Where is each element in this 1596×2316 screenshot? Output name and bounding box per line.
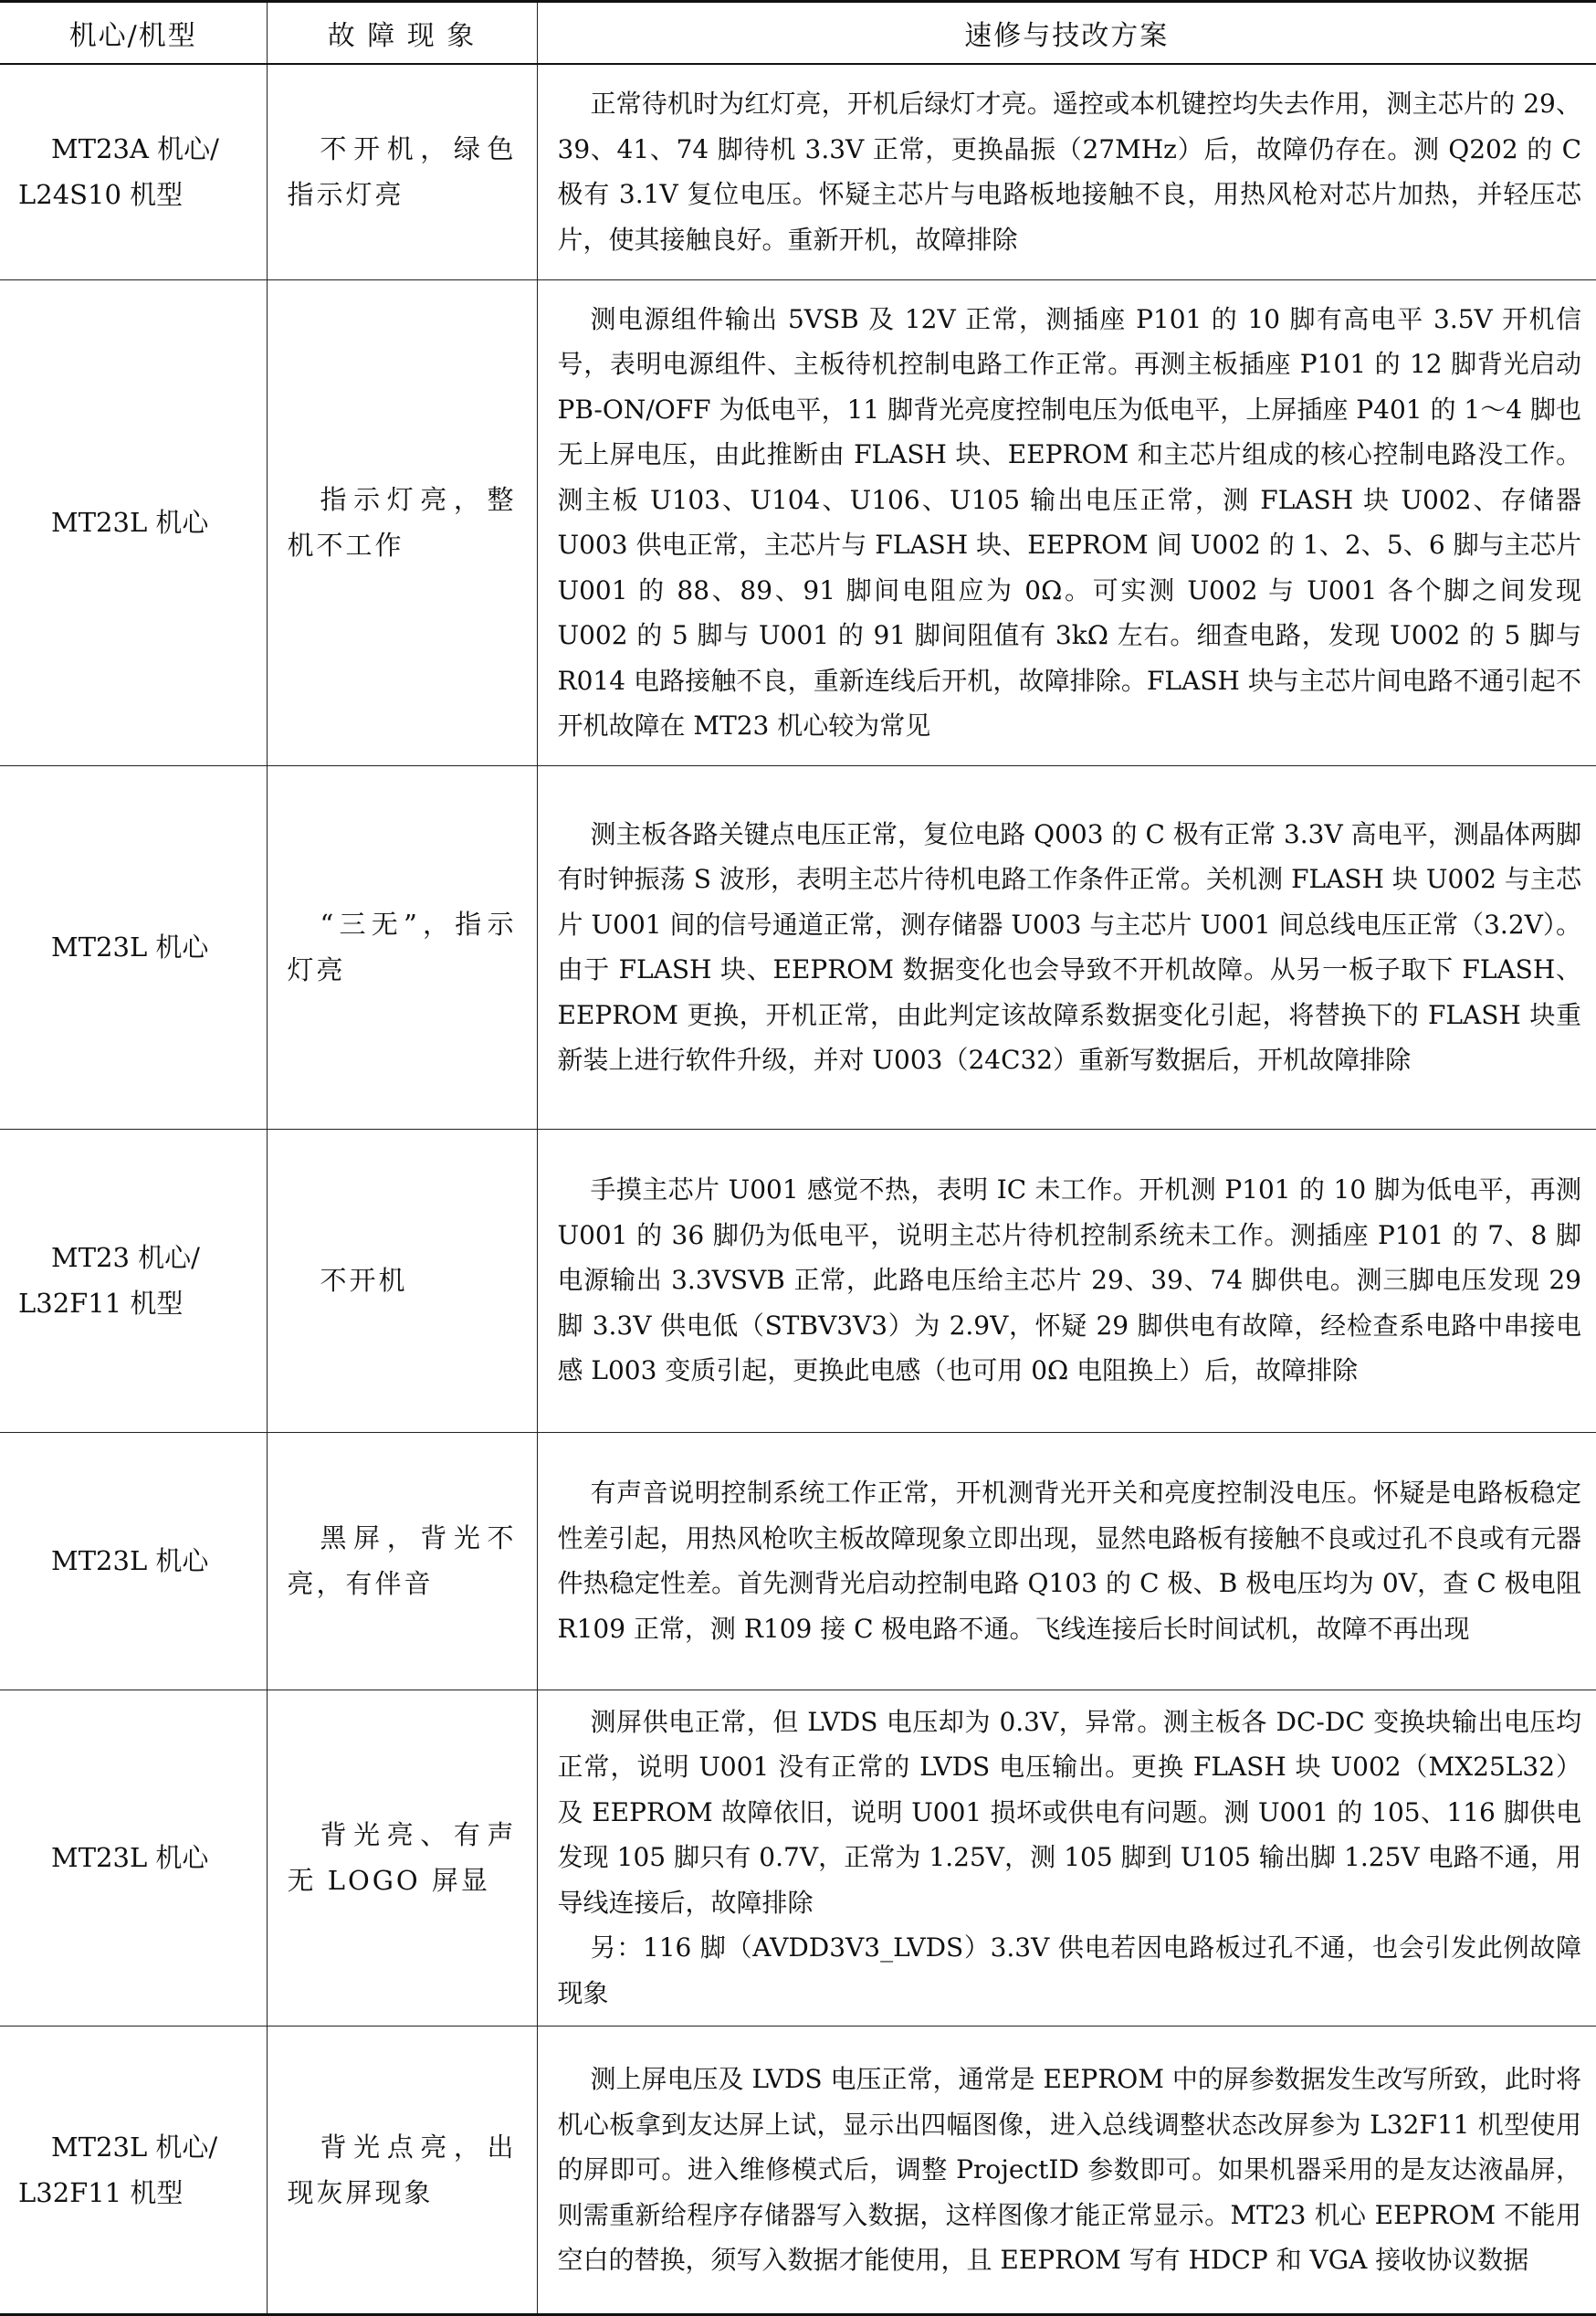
- fix-text: 有声音说明控制系统工作正常，开机测背光开关和亮度控制没电压。怀疑是电路板稳定性差引起，用热风枪吹主板故障现象立即出现，显然电路板有接触不良或过孔不良或有元器件热稳定性差。首先测背光启动控制电路 Q103 的 C 极、B 极电压均为 0V，查 C 极电阻 R109 正常，测 R109 接 C 极电路不通。飞线连接后长时间试机，故障不再出现: [557, 1478, 1581, 1644]
- table-row: [0, 279, 1596, 765]
- table-header: [0, 2, 1596, 65]
- fault-cell: [267, 279, 537, 765]
- fix-text: 正常待机时为红灯亮，开机后绿灯才亮。遥控或本机键控均失去作用，测主芯片的 29、39、41、74 脚待机 3.3V 正常，更换晶振（27MHz）后，故障仍存在。测 Q202 的 C 极有 3.1V 复位电压。怀疑主芯片与电路板地接触不良，用热风枪对芯片加热，并轻压芯片，使其接触良好。重新开机，故障排除: [557, 89, 1581, 255]
- fix-text: 手摸主芯片 U001 感觉不热，表明 IC 未工作。开机测 P101 的 10 脚为低电平，再测 U001 的 36 脚仍为低电平，说明主芯片待机控制系统未工作。测插座 P101 的 7、8 脚电源输出 3.3VSVB 正常，此路电压给主芯片 29、39、74 脚供电。测三脚电压发现 29 脚 3.3V 供电低（STBV3V3）为 2.9V，怀疑 29 脚供电有故障，经检查系电路中串接电感 L003 变质引起，更换此电感（也可用 0Ω 电阻换上）后，故障排除: [557, 1174, 1581, 1386]
- model-line: L24S10 机型: [18, 179, 184, 211]
- model-line: L32F11 机型: [18, 2176, 184, 2208]
- fault-text: 黑屏，背光不亮，有伴音: [287, 1522, 517, 1599]
- fault-text: 背光点亮，出现灰屏现象: [287, 2131, 517, 2208]
- fault-cell: [267, 1690, 537, 2026]
- model-cell: [0, 1432, 267, 1690]
- header-fault: 故 障 现 象: [267, 2, 537, 65]
- fix-text: 测上屏电压及 LVDS 电压正常，通常是 EEPROM 中的屏参数据发生改写所致，此时将机心板拿到友达屏上试，显示出四幅图像，进入总线调整状态改屏参为 L32F11 机型使用的屏即可。进入维修模式后，调整 ProjectID 参数即可。如果机器采用的是友达液晶屏，则需重新给程序存储器写入数据，这样图像才能正常显示。MT23 机心 EEPROM 不能用空白的替换，须写入数据才能使用，且 EEPROM 写有 HDCP 和 VGA 接收协议数据: [557, 2064, 1581, 2275]
- model-line: MT23L 机心/: [51, 2131, 218, 2163]
- model-line: MT23 机心/: [51, 1242, 200, 1273]
- fix-cell: [537, 1690, 1596, 2026]
- fault-text: “三无”，指示灯亮: [287, 909, 517, 985]
- model-cell: [0, 1129, 267, 1432]
- header-model: 机心/机型: [0, 2, 267, 65]
- fault-text: 不开机: [320, 1265, 408, 1296]
- model-line: MT23L 机心: [51, 507, 209, 538]
- fix-cell: [537, 279, 1596, 765]
- table-row: [0, 1129, 1596, 1432]
- fix-cell: [537, 64, 1596, 279]
- header-fix: 速修与技改方案: [537, 2, 1596, 65]
- fix-cell: [537, 1432, 1596, 1690]
- fix-text: 测电源组件输出 5VSB 及 12V 正常，测插座 P101 的 10 脚有高电平 3.5V 开机信号，表明电源组件、主板待机控制电路工作正常。再测主板插座 P101 的 12 脚背光启动 PB-ON/OFF 为低电平，11 脚背光亮度控制电压为低电平，上屏插座 P401 的 1～4 脚也无上屏电压，由此推断由 FLASH 块、EEPROM 和主芯片组成的核心控制电路没工作。测主板 U103、U104、U106、U105 输出电压正常，测 FLASH 块 U002、存储器 U003 供电正常，主芯片与 FLASH 块、EEPROM 间 U002 的 1、2、5、6 脚与主芯片 U001 的 88、89、91 脚间电阻应为 0Ω。可实测 U002 与 U001 各个脚之间发现 U002 的 5 脚与 U001 的 91 脚间阻值有 3kΩ 左右。细查电路，发现 U002 的 5 脚与 R014 电路接触不良，重新连线后开机，故障排除。FLASH 块与主芯片间电路不通引起不开机故障在 MT23 机心较为常见: [557, 303, 1581, 741]
- header-row: [0, 2, 1596, 65]
- table-body: [0, 64, 1596, 2315]
- fault-text: 指示灯亮，整机不工作: [287, 484, 517, 561]
- model-cell: [0, 279, 267, 765]
- model-line: L32F11 机型: [18, 1288, 184, 1319]
- table-row: [0, 1690, 1596, 2026]
- fault-text: 不开机，绿色指示灯亮: [287, 133, 517, 211]
- model-cell: [0, 2026, 267, 2315]
- fix-cell: [537, 1129, 1596, 1432]
- table-row: [0, 765, 1596, 1129]
- table-row: [0, 2026, 1596, 2315]
- fix-cell: [537, 2026, 1596, 2315]
- model-cell: [0, 64, 267, 279]
- table-row: [0, 1432, 1596, 1690]
- fix-text: 测屏供电正常，但 LVDS 电压却为 0.3V，异常。测主板各 DC-DC 变换块输出电压均正常，说明 U001 没有正常的 LVDS 电压输出。更换 FLASH 块 U002（MX25L32）及 EEPROM 故障依旧，说明 U001 损坏或供电有问题。测 U001 的 105、116 脚供电发现 105 脚只有 0.7V，正常为 1.25V，测 105 脚到 U105 输出脚 1.25V 电路不通，用导线连接后，故障排除: [557, 1706, 1581, 1918]
- table-row: [0, 64, 1596, 279]
- fault-cell: [267, 2026, 537, 2315]
- fix-note: 另：116 脚（AVDD3V3_LVDS）3.3V 供电若因电路板过孔不通，也会引发此例故障现象: [557, 1932, 1581, 2008]
- fault-text: 背光亮、有声无 LOGO 屏显: [287, 1819, 517, 1896]
- model-line: MT23L 机心: [51, 1545, 209, 1576]
- model-line: MT23L 机心: [51, 932, 209, 963]
- fault-cell: [267, 1432, 537, 1690]
- fault-cell: [267, 64, 537, 279]
- fault-cell: [267, 765, 537, 1129]
- fault-cell: [267, 1129, 537, 1432]
- model-cell: [0, 1690, 267, 2026]
- fix-text: 测主板各路关键点电压正常，复位电路 Q003 的 C 极有正常 3.3V 高电平，测晶体两脚有时钟振荡 S 波形，表明主芯片待机电路工作条件正常。关机测 FLASH 块 U002 与主芯片 U001 间的信号通道正常，测存储器 U003 与主芯片 U001 间总线电压正常（3.2V）。由于 FLASH 块、EEPROM 数据变化也会导致不开机故障。从另一板子取下 FLASH、EEPROM 更换，开机正常，由此判定该故障系数据变化引起，将替换下的 FLASH 块重新装上进行软件升级，并对 U003（24C32）重新写数据后，开机故障排除: [557, 818, 1581, 1075]
- fix-cell: [537, 765, 1596, 1129]
- model-line: MT23A 机心/: [51, 133, 219, 165]
- model-line: MT23L 机心: [51, 1842, 209, 1873]
- model-cell: [0, 765, 267, 1129]
